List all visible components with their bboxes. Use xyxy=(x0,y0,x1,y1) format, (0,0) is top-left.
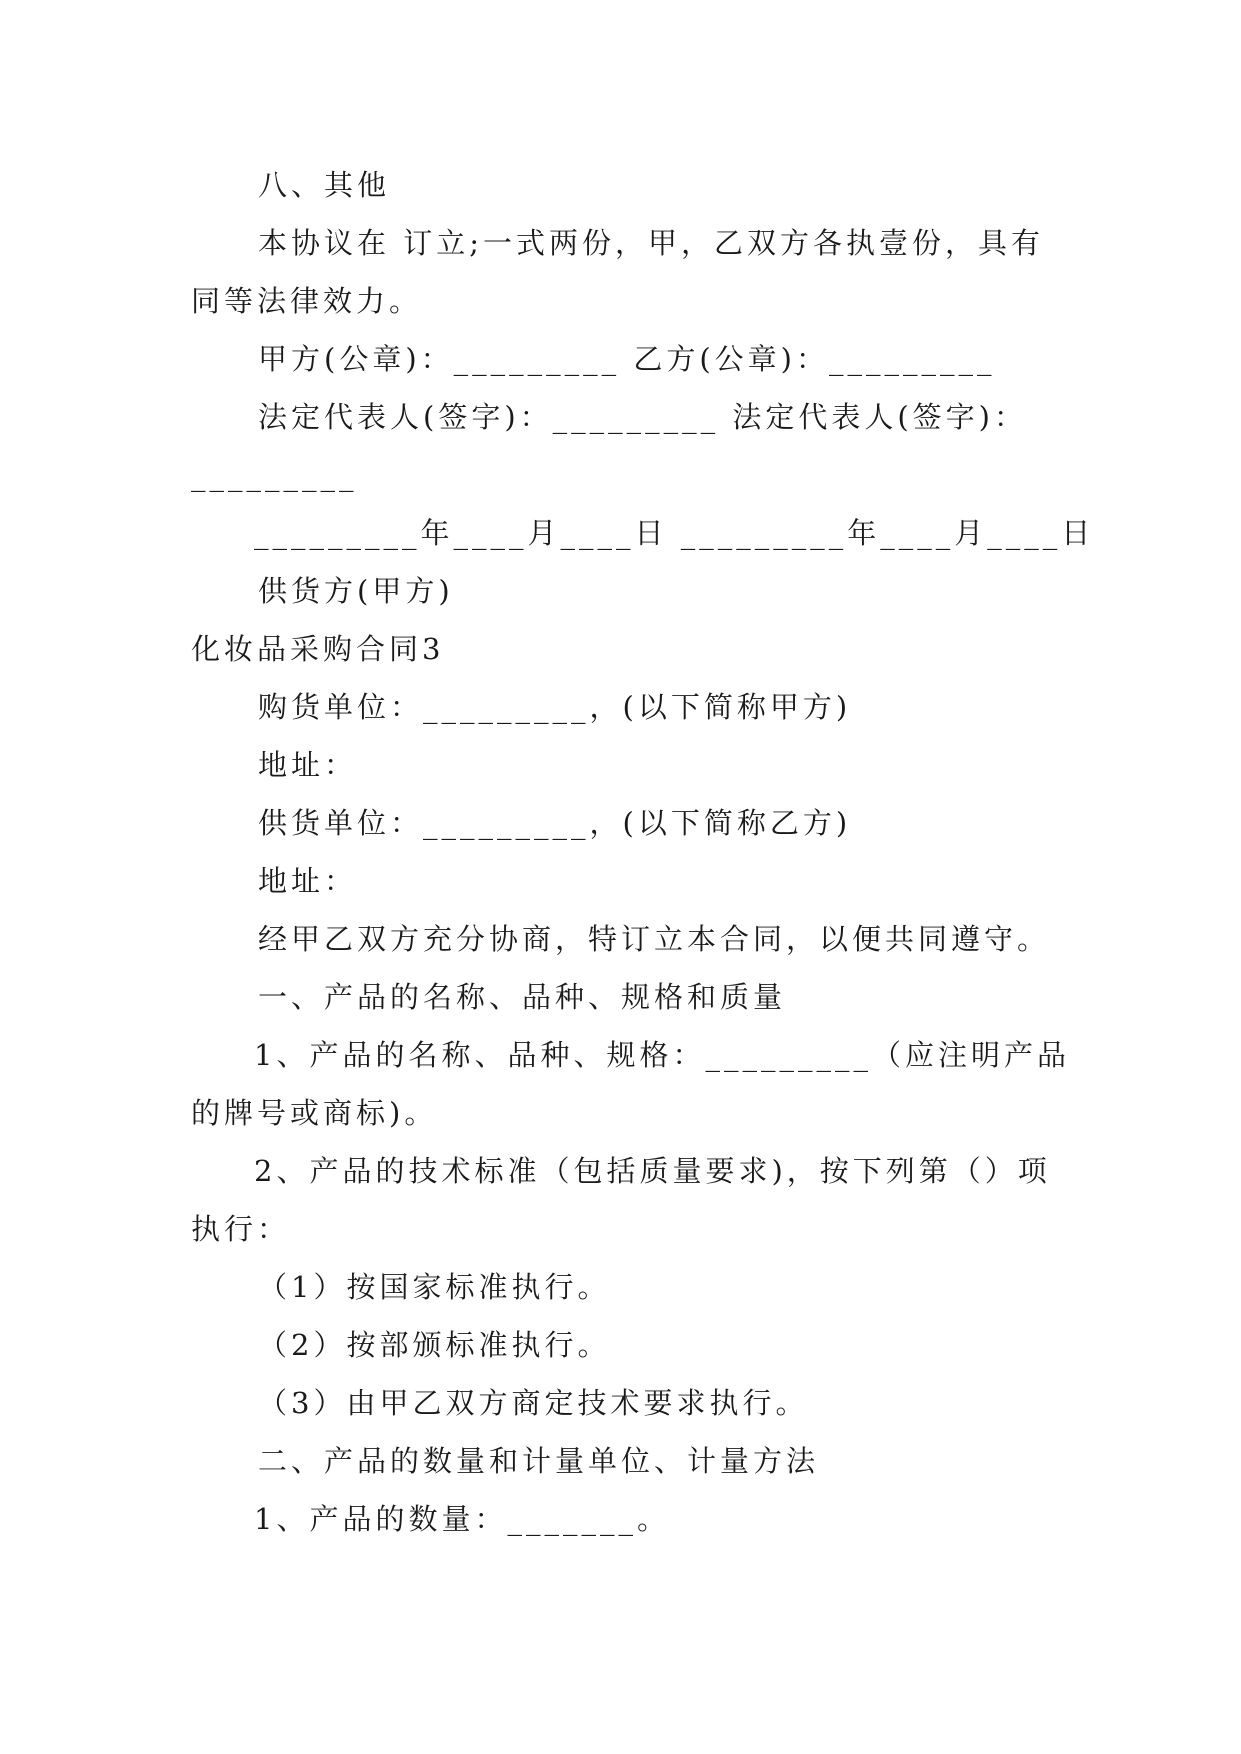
supplier-address-line: 地址： xyxy=(258,864,358,898)
clause-option-2: （2）按部颁标准执行。 xyxy=(258,1328,611,1362)
contract-title: 化妆品采购合同3 xyxy=(191,632,445,666)
supplier-unit-line: 供货单位：_________，(以下简称乙方) xyxy=(258,806,852,840)
agreement-signing-text-cont: 同等法律效力。 xyxy=(191,284,423,318)
buyer-unit-line: 购货单位：_________，(以下简称甲方) xyxy=(258,690,852,724)
clause-1-2-cont: 执行： xyxy=(191,1212,291,1246)
buyer-address-line: 地址： xyxy=(258,748,358,782)
section-8-heading: 八、其他 xyxy=(258,168,391,202)
supplier-party-label: 供货方(甲方) xyxy=(258,574,454,608)
party-seal-line: 甲方(公章)：_________ 乙方(公章)：_________ xyxy=(258,342,996,376)
section-2-heading: 二、产品的数量和计量单位、计量方法 xyxy=(258,1444,820,1478)
date-line: _________年____月____日 _________年____月____日 xyxy=(254,516,1095,550)
clause-1-1: 1、产品的名称、品种、规格：_________（应注明产品 xyxy=(254,1038,1070,1072)
legal-representative-line: 法定代表人(签字)：_________ 法定代表人(签字)： xyxy=(258,400,1027,434)
clause-1-2: 2、产品的技术标准（包括质量要求)，按下列第（）项 xyxy=(254,1154,1051,1188)
agreement-signing-text: 本协议在 订立;一式两份，甲，乙双方各执壹份，具有 xyxy=(258,226,1044,260)
clause-2-1: 1、产品的数量：_______。 xyxy=(254,1502,670,1536)
clause-1-1-cont: 的牌号或商标)。 xyxy=(191,1096,438,1130)
section-1-heading: 一、产品的名称、品种、规格和质量 xyxy=(258,980,787,1014)
clause-option-3: （3）由甲乙双方商定技术要求执行。 xyxy=(258,1386,809,1420)
clause-option-1: （1）按国家标准执行。 xyxy=(258,1270,611,1304)
preamble-text: 经甲乙双方充分协商，特订立本合同，以便共同遵守。 xyxy=(258,922,1051,956)
legal-representative-blank: _________ xyxy=(191,458,358,492)
